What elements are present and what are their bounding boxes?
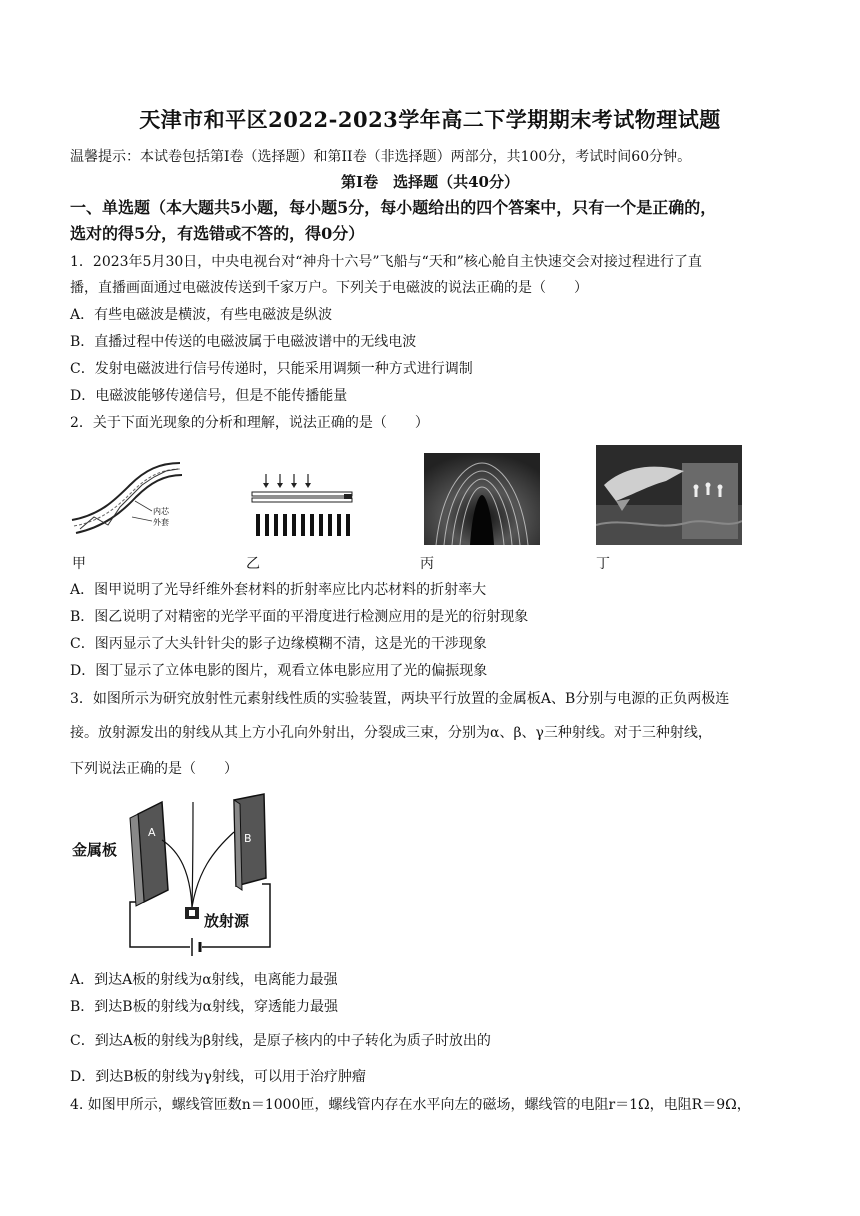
q2-option-a: A．图甲说明了光导纤维外套材料的折射率应比内芯材料的折射率大	[70, 582, 487, 598]
q3-option-d: D．到达B板的射线为γ射线，可以用于治疗肿瘤	[70, 1069, 366, 1085]
part1-heading: 第I卷 选择题（共40分）	[341, 173, 519, 191]
q1-stem-line2: 播，直播画面通过电磁波传送到千家万户。下列关于电磁波的说法正确的是（ ）	[70, 280, 588, 296]
plate-b-label: B	[244, 832, 252, 845]
q1-option-b: B．直播过程中传送的电磁波属于电磁波谱中的无线电波	[70, 334, 417, 350]
source-label: 放射源	[204, 912, 250, 930]
pin-shadow-figure	[424, 453, 540, 545]
q1-option-d: D．电磁波能够传递信号，但是不能传播能量	[70, 388, 348, 404]
q2-option-c: C．图丙显示了大头针针尖的影子边缘模糊不清，这是光的干涉现象	[70, 636, 487, 652]
q3-stem-line2: 接。放射源发出的射线从其上方小孔向外射出，分裂成三束，分别为α、β、γ三种射线。对于三种射线，	[70, 725, 712, 741]
fig-label-bing: 丙	[420, 556, 434, 572]
3d-movie-figure	[596, 445, 742, 545]
q3-stem-line1: 3．如图所示为研究放射性元素射线性质的实验装置，两块平行放置的金属板A、B分别与电源的正负两极连	[70, 691, 730, 707]
plate-label: 金属板	[72, 841, 118, 859]
radiation-apparatus-figure	[72, 792, 277, 957]
q3-option-c: C．到达A板的射线为β射线，是原子核内的中子转化为质子时放出的	[70, 1033, 491, 1049]
exam-notice: 温馨提示：本试卷包括第I卷（选择题）和第II卷（非选择题）两部分，共100分，考试时间60分钟。	[70, 149, 692, 165]
section-heading-line2: 选对的得5分，有选错或不答的，得0分）	[70, 224, 365, 243]
plate-a-label: A	[148, 826, 156, 839]
fig-label-yi: 乙	[246, 556, 260, 572]
q1-option-c: C．发射电磁波进行信号传递时，只能采用调频一种方式进行调制	[70, 361, 473, 377]
exam-title: 天津市和平区2022-2023学年高二下学期期末考试物理试题	[139, 107, 721, 132]
q4-stem-line1: 4. 如图甲所示，螺线管匝数n＝1000匝，螺线管内存在水平向左的磁场，螺线管的电阻r＝1Ω，电阻R＝9Ω，	[70, 1097, 751, 1113]
fiber-label-core: 内芯	[153, 507, 169, 516]
fiber-label-cladding: 外套	[153, 518, 169, 527]
flatness-test-figure	[244, 470, 359, 540]
q3-option-b: B．到达B板的射线为α射线，穿透能力最强	[70, 999, 339, 1015]
q3-option-a: A．到达A板的射线为α射线，电离能力最强	[70, 972, 338, 988]
q2-stem: 2．关于下面光现象的分析和理解，说法正确的是（ ）	[70, 415, 429, 431]
q2-option-d: D．图丁显示了立体电影的图片，观看立体电影应用了光的偏振现象	[70, 663, 488, 679]
optical-fiber-figure	[70, 455, 185, 540]
q2-option-b: B．图乙说明了对精密的光学平面的平滑度进行检测应用的是光的衍射现象	[70, 609, 529, 625]
fig-label-ding: 丁	[596, 556, 610, 572]
q1-option-a: A．有些电磁波是横波，有些电磁波是纵波	[70, 307, 333, 323]
q3-stem-line3: 下列说法正确的是（ ）	[70, 761, 238, 777]
q1-stem-line1: 1．2023年5月30日，中央电视台对“神舟十六号”飞船与“天和”核心舱自主快速交会对接过程进行了直	[70, 254, 702, 270]
fig-label-jia: 甲	[72, 556, 86, 572]
section-heading-line1: 一、单选题（本大题共5小题，每小题5分，每小题给出的四个答案中，只有一个是正确的，	[70, 198, 717, 217]
